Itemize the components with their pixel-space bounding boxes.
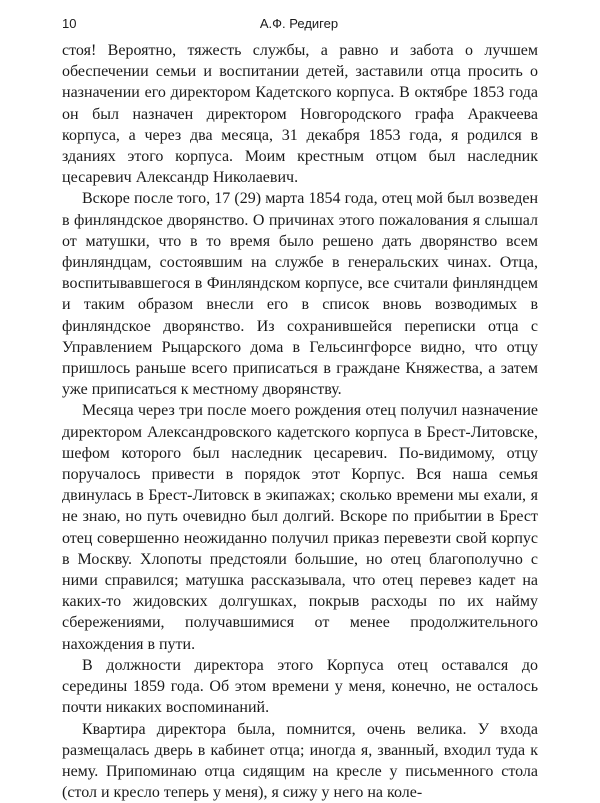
paragraph-5: Квартира директора была, помнится, очень велика. У входа размещалась дверь в кабинет отца; иногда я, званный, входил туда к нему. Припоминаю отца сидящим на кресле у письменного стола (стол и кресло теперь у меня), я сижу у него на коле- [62, 719, 538, 803]
paragraph-4: В должности директора этого Корпуса отец оставался до середины 1859 года. Об этом времени у меня, конечно, не осталось почти никаких воспоминаний. [62, 655, 538, 719]
paragraph-3: Месяца через три после моего рождения отец получил назначение директором Александровского кадетского корпуса в Брест-Литовске, шефом которого был наследник цесаревич. По-видимому, отцу поручалось привести в порядок этот Корпус. Вся наша семья двинулась в Брест-Литовск в экипажах; сколько времени мы ехали, я не знаю, но путь очевидно был долгий. Вскоре по прибытии в Брест отец совершенно неожиданно получил приказ перевезти свой корпус в Москву. Хлопоты предстояли большие, но отец благополучно с ними справился; матушка рассказывала, что отец перевез кадет на каких-то жидовских долгушках, покрыв расходы по их найму сбережениями, получавшимися от менее продолжительного нахождения в пути. [62, 400, 538, 654]
paragraph-2: Вскоре после того, 17 (29) марта 1854 года, отец мой был возведен в финляндское дворянство. О причинах этого пожалования я слышал от матушки, что в то время было решено дать дворянство всем финляндцам, состоявшим на службе в генеральских чинах. Отца, воспитывавшегося в Финляндском корпусе, все считали финляндцем и таким образом внесли его в список вновь возводимых в финляндское дворянство. Из сохранившейся переписки отца с Управлением Рыцарского дома в Гельсингфорсе видно, что отцу пришлось раньше всего приписаться в граждане Княжества, а затем уже приписаться к местному дворянству. [62, 188, 538, 400]
body-text [62, 40, 538, 803]
page-number: 10 [62, 16, 76, 31]
running-header [62, 12, 536, 34]
paragraph-1: стоя! Вероятно, тяжесть службы, а равно и забота о лучшем обеспечении семьи и воспитании детей, заставили отца просить о назначении его директором Кадетского корпуса. В октябре 1853 года он был назначен директором Новгородского графа Аракчеева корпуса, а через два месяца, 31 декабря 1853 года, я родился в зданиях этого корпуса. Моим крестным отцом был наследник цесаревич Александр Николаевич. [62, 40, 538, 188]
running-title: А.Ф. Редигер [62, 16, 536, 31]
